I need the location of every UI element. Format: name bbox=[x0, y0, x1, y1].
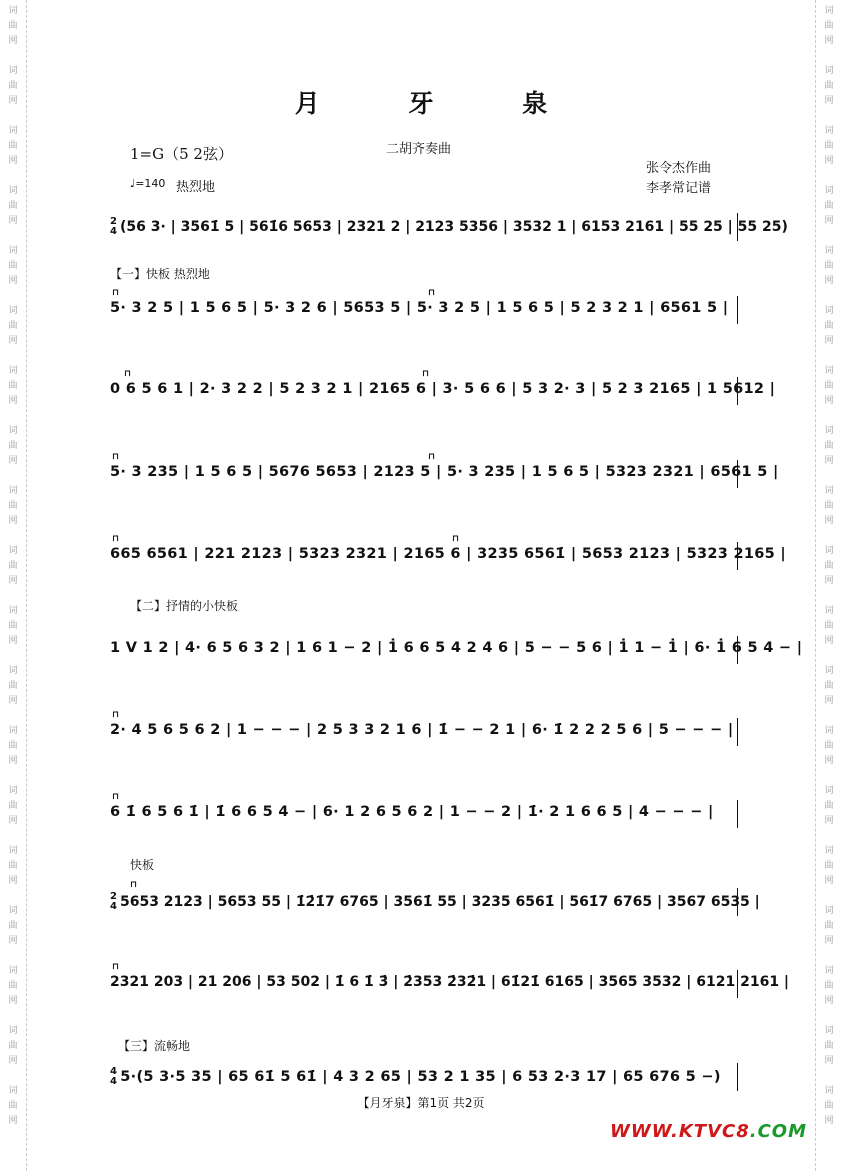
watermark-text: 词 曲 网 bbox=[824, 186, 834, 226]
score-line-notes: 1 V 1 2 | 4· 6 5 6 3 2 | 1 6 1 − 2 | 1̇ 6 6 5 4 2 4 6 | 5 − − 5 6 | 1̇ 1 − 1̇ | 6· 1̇ 6 5 4 − | bbox=[110, 640, 803, 656]
score-line bbox=[110, 534, 786, 574]
score-line bbox=[110, 792, 738, 832]
watermark-text: 词 曲 网 bbox=[8, 1026, 18, 1066]
down-bow-mark: ⊓ bbox=[112, 710, 120, 720]
score-line bbox=[110, 452, 779, 492]
score-line-notes: 6 1̇ 6 5 6 1̇ | 1̇ 6 6 5 4 − | 6· 1 2 6 5 6 2 | 1 − − 2 | 1̇· 2 1 6 6 5 | 4 − − − | bbox=[110, 804, 714, 820]
watermark-text: 词 曲 网 bbox=[824, 966, 834, 1006]
down-bow-mark: ⊓ bbox=[452, 534, 460, 544]
watermark-text: 词 曲 网 bbox=[8, 846, 18, 886]
barline bbox=[735, 718, 738, 746]
watermark-text: 词 曲 网 bbox=[8, 6, 18, 46]
watermark-text: 词 曲 网 bbox=[824, 846, 834, 886]
score-line bbox=[110, 288, 738, 328]
section-label: 【一】快板 热烈地 bbox=[110, 267, 210, 281]
score-line bbox=[110, 710, 738, 750]
watermark-text: 词 曲 网 bbox=[824, 306, 834, 346]
score-line-notes: 665 6561 | 221 2123 | 5323 2321 | 2165 6 | 3235 6561̇ | 5653 2123 | 5323 2165 | bbox=[110, 546, 786, 562]
watermark-text: 词 曲 网 bbox=[8, 546, 18, 586]
transcriber: 李孝常记谱 bbox=[646, 181, 712, 196]
logo-part: WWW. bbox=[610, 1121, 679, 1142]
watermark-text: 词 曲 网 bbox=[824, 1026, 834, 1066]
watermark-text: 词 曲 网 bbox=[824, 6, 834, 46]
watermark-text: 词 曲 网 bbox=[824, 606, 834, 646]
site-logo[interactable] bbox=[610, 1121, 807, 1142]
watermark-text: 词 曲 网 bbox=[824, 426, 834, 466]
watermark-text: 词 曲 网 bbox=[824, 366, 834, 406]
score-line-notes: 2· 4 5 6 5 6 2 | 1 − − − | 2 5 3 3 2 1 6 | 1̇ − − 2 1 | 6· 1̇ 2 2 2 5 6 | 5 − − − | bbox=[110, 722, 734, 738]
down-bow-mark: ⊓ bbox=[112, 792, 120, 802]
section-label: 【二】抒情的小快板 bbox=[130, 599, 239, 613]
watermark-text: 词 曲 网 bbox=[824, 546, 834, 586]
watermark-text: 词 曲 网 bbox=[8, 186, 18, 226]
watermark-text: 词 曲 网 bbox=[8, 906, 18, 946]
composer: 张令杰作曲 bbox=[646, 161, 712, 176]
barline bbox=[735, 636, 738, 664]
page-title: 月 牙 泉 bbox=[294, 89, 588, 118]
time-signature: 2 4 bbox=[110, 216, 117, 237]
down-bow-mark: ⊓ bbox=[112, 534, 120, 544]
watermark-text: 词 曲 网 bbox=[824, 1086, 834, 1126]
score-line-notes: 2321 203 | 21 206 | 53 502 | 1̇ 6 1̇ 3̇ | 2̇353 2̇32̇1 | 61̇21̇ 6165 | 3565 3532 | 6121 2161 | bbox=[110, 974, 790, 990]
down-bow-mark: ⊓ bbox=[428, 452, 436, 462]
barline bbox=[735, 800, 738, 828]
section-label: 【三】流畅地 bbox=[118, 1039, 191, 1053]
time-signature: 4 4 bbox=[110, 1066, 118, 1087]
watermark-text: 词 曲 网 bbox=[824, 66, 834, 106]
watermark-text: 词 曲 网 bbox=[8, 786, 18, 826]
barline bbox=[735, 377, 738, 405]
watermark-text: 词 曲 网 bbox=[824, 786, 834, 826]
barline bbox=[735, 296, 738, 324]
score-line bbox=[110, 369, 776, 409]
tempo-marking: ♩=140 bbox=[130, 177, 166, 190]
down-bow-mark: ⊓ bbox=[130, 880, 138, 890]
watermark-text: 词 曲 网 bbox=[824, 126, 834, 166]
score-line-notes: 5· 3 2 5 | 1 5 6 5 | 5· 3 2 6 | 5653 5 | 5· 3 2 5 | 1 5 6 5 | 5 2 3 2 1 | 6561 5 | bbox=[110, 300, 729, 316]
score-line-notes: (56 3· | 3561̇ 5 | 561̇6 5653 | 2321 2 | 2123 5356 | 3532 1 | 6153 2161 | 55 25 | 55 25) bbox=[119, 219, 788, 235]
watermark-text: 词 曲 网 bbox=[8, 726, 18, 766]
barline bbox=[735, 542, 738, 570]
watermark-text: 词 曲 网 bbox=[8, 606, 18, 646]
final-barline bbox=[735, 213, 738, 241]
down-bow-mark: ⊓ bbox=[112, 452, 120, 462]
score-line-notes: 5· 3 235 | 1 5 6 5 | 5676 5653 | 2123 5 | 5· 3 235 | 1 5 6 5 | 5323 2321 | 6561 5 | bbox=[110, 464, 779, 480]
watermark-text: 词 曲 网 bbox=[824, 726, 834, 766]
watermark-text: 词 曲 网 bbox=[824, 906, 834, 946]
watermark-text: 词 曲 网 bbox=[8, 126, 18, 166]
tempo-word: 热烈地 bbox=[176, 180, 216, 195]
page-footer: 【月牙泉】第1页 共2页 bbox=[357, 1096, 485, 1110]
watermark-text: 词 曲 网 bbox=[8, 426, 18, 466]
score-line-notes: 5·(5 3·5 35 | 65 61̇ 5 61̇ | 4 3 2 65 | 53 2 1 35 | 6 53 2·3 17 | 65 676 5 −) bbox=[120, 1069, 721, 1085]
score-line-notes: 0 6 5 6 1 | 2· 3 2 2 | 5 2 3 2 1 | 2165 6 | 3· 5 6 6 | 5 3 2· 3 | 5 2 3 2165 | 1 5612 | bbox=[110, 381, 776, 397]
watermark-text: 词 曲 网 bbox=[824, 486, 834, 526]
score-line-notes: 5653 2123 | 5653 55 | 1̇2̇1̇7 6765 | 3561̇ 55 | 3235 6561̇ | 561̇7 6765 | 3567 6535 | bbox=[119, 894, 760, 910]
watermark-text: 词 曲 网 bbox=[824, 246, 834, 286]
down-bow-mark: ⊓ bbox=[124, 369, 132, 379]
time-signature: 2 4 bbox=[110, 891, 117, 912]
watermark-text: 词 曲 网 bbox=[824, 666, 834, 706]
watermark-column-left bbox=[0, 0, 27, 1171]
watermark-text: 词 曲 网 bbox=[8, 666, 18, 706]
final-barline bbox=[735, 1063, 738, 1091]
down-bow-mark: ⊓ bbox=[112, 288, 120, 298]
watermark-text: 词 曲 网 bbox=[8, 246, 18, 286]
down-bow-mark: ⊓ bbox=[422, 369, 430, 379]
watermark-text: 词 曲 网 bbox=[8, 66, 18, 106]
watermark-text: 词 曲 网 bbox=[8, 486, 18, 526]
watermark-text: 词 曲 网 bbox=[8, 306, 18, 346]
section-label: 快板 bbox=[130, 858, 155, 872]
watermark-column-right bbox=[815, 0, 842, 1171]
key-signature: 1=G（5 2弦） bbox=[130, 145, 233, 163]
score-line bbox=[110, 205, 788, 245]
watermark-text: 词 曲 网 bbox=[8, 966, 18, 1006]
down-bow-mark: ⊓ bbox=[112, 962, 120, 972]
subtitle: 二胡齐奏曲 bbox=[386, 142, 452, 157]
score-line bbox=[110, 880, 760, 920]
watermark-text: 词 曲 网 bbox=[8, 1086, 18, 1126]
score-line bbox=[110, 962, 790, 1002]
watermark-text: 词 曲 网 bbox=[8, 366, 18, 406]
logo-part: KTVC8 bbox=[678, 1121, 750, 1142]
barline bbox=[735, 888, 738, 916]
logo-part: .COM bbox=[749, 1121, 808, 1142]
barline bbox=[735, 460, 738, 488]
score-line bbox=[110, 628, 803, 668]
barline bbox=[735, 970, 738, 998]
score-line bbox=[110, 1055, 738, 1095]
down-bow-mark: ⊓ bbox=[428, 288, 436, 298]
